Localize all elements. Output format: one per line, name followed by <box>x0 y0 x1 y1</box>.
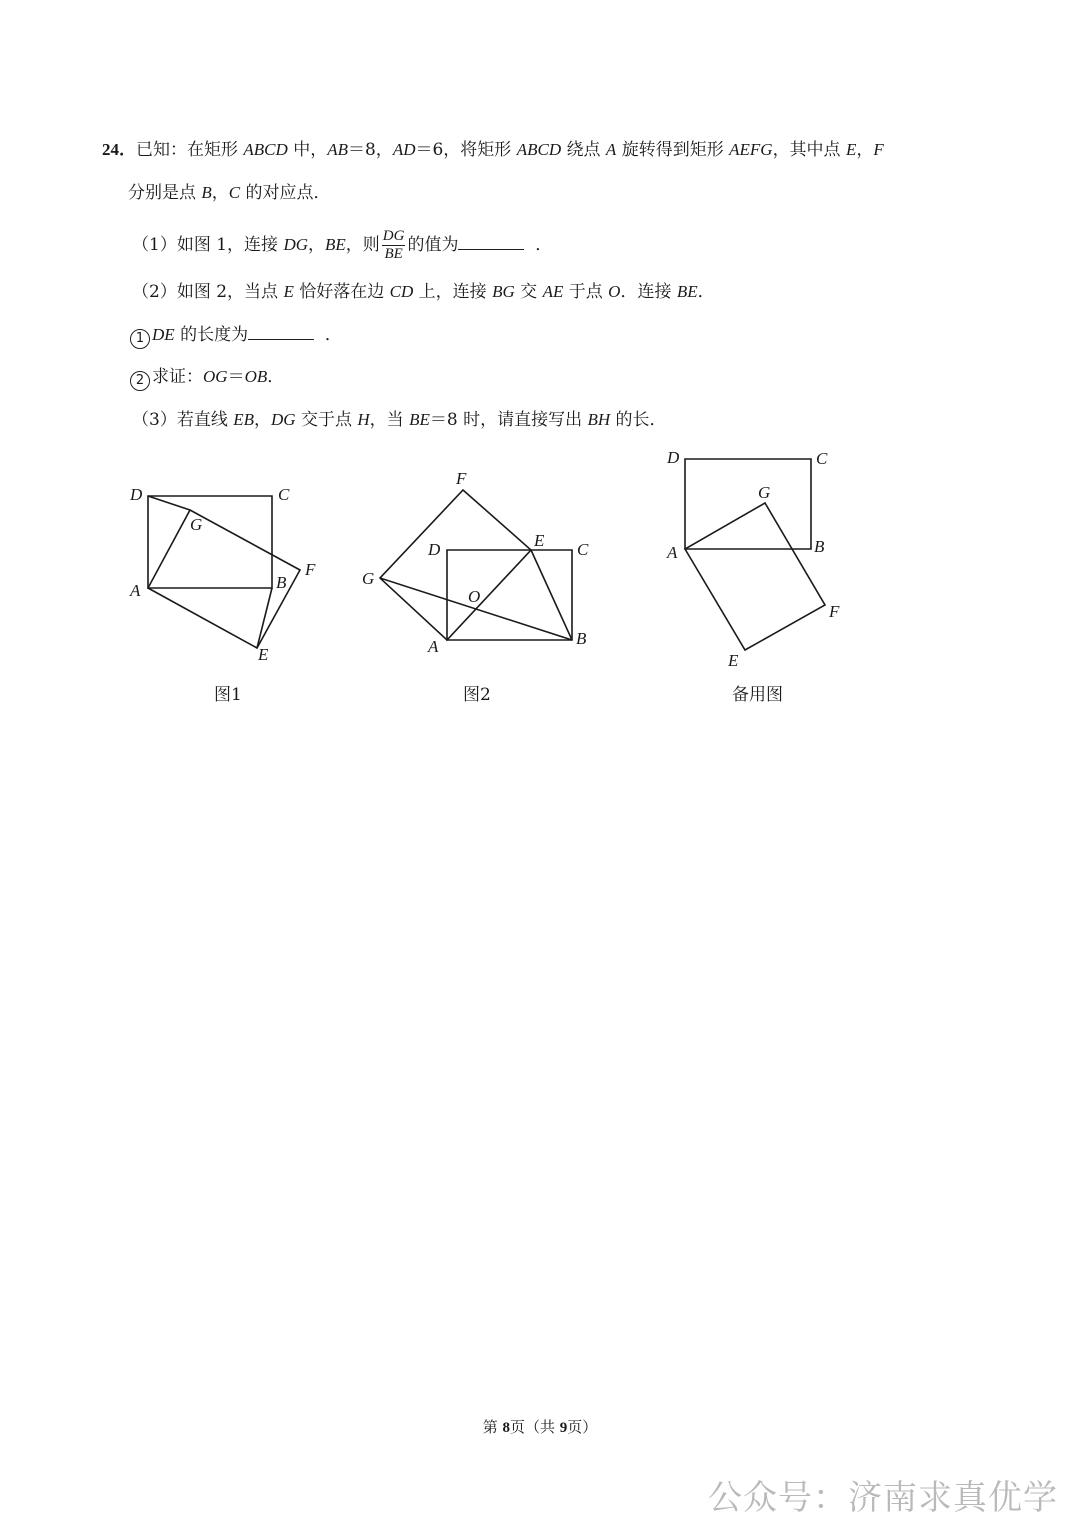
fig3-rect-abcd <box>685 459 811 549</box>
figure-1-caption: 图1 <box>214 685 242 705</box>
current-page-number: 8 <box>502 1420 510 1436</box>
circled-number-1: 1 <box>130 329 150 349</box>
fig2-label-o: O <box>468 587 481 606</box>
fig1-label-c: C <box>278 485 290 504</box>
figure-3-caption: 备用图 <box>732 685 783 705</box>
fig3-rect-aefg <box>685 503 825 650</box>
question-part-2: （2）如图 2，当点 E 恰好落在边 CD 上，连接 BG 交 AE 于点 O．连接 BE． <box>132 282 715 302</box>
fraction-dg-over-be: $\frac{DG}{BE}$ <box>382 228 405 262</box>
fig3-label-c: C <box>816 449 828 468</box>
question-sub-2: 2 求证：OG＝OB． <box>130 365 284 391</box>
fig3-label-b: B <box>814 537 825 556</box>
question-line-1: 24．已知：在矩形 ABCD 中，AB＝8，AD＝6，将矩形 ABCD 绕点 A 旋转得到矩形 AEFG，其中点 E，F <box>102 140 884 160</box>
fig1-label-a: A <box>130 581 141 600</box>
question-sub-1: 1 DE 的长度为 ． <box>130 323 342 349</box>
fig1-label-b: B <box>276 573 287 592</box>
question-part-3: （3）若直线 EB，DG 交于点 H，当 BE＝8 时，请直接写出 BH 的长． <box>132 410 667 430</box>
fig3-label-f: F <box>829 602 840 621</box>
wechat-watermark: 公众号：济南求真优学 <box>708 1478 1058 1518</box>
fig2-label-g: G <box>362 569 375 588</box>
fig3-label-a: A <box>667 543 678 562</box>
figure-3 <box>0 0 1080 720</box>
fig2-label-b: B <box>576 629 587 648</box>
fig3-label-d: D <box>667 448 680 467</box>
fig3-label-g: G <box>758 483 771 502</box>
page-footer: 第 8页（共 9页） <box>482 1418 598 1436</box>
total-page-count: 9 <box>559 1420 568 1436</box>
fig1-label-d: D <box>130 485 143 504</box>
circled-number-2: 2 <box>130 371 150 391</box>
figure-2-caption: 图2 <box>463 685 491 705</box>
question-number: 24． <box>102 140 136 159</box>
fig1-label-e: E <box>258 645 269 664</box>
question-part-1: （1）如图 1，连接 DG，BE，则 $\frac{DG}{BE}$ 的值为 ． <box>132 228 553 262</box>
fig2-label-a: A <box>428 637 439 656</box>
fig2-label-f: F <box>456 469 467 488</box>
fig1-label-g: G <box>190 515 203 534</box>
fig2-label-c: C <box>577 540 589 559</box>
fig2-label-d: D <box>428 540 441 559</box>
fig3-label-e: E <box>728 651 739 670</box>
fig2-label-e: E <box>534 531 545 550</box>
fig1-label-f: F <box>305 560 316 579</box>
question-line-2: 分别是点 B，C 的对应点． <box>128 183 331 203</box>
